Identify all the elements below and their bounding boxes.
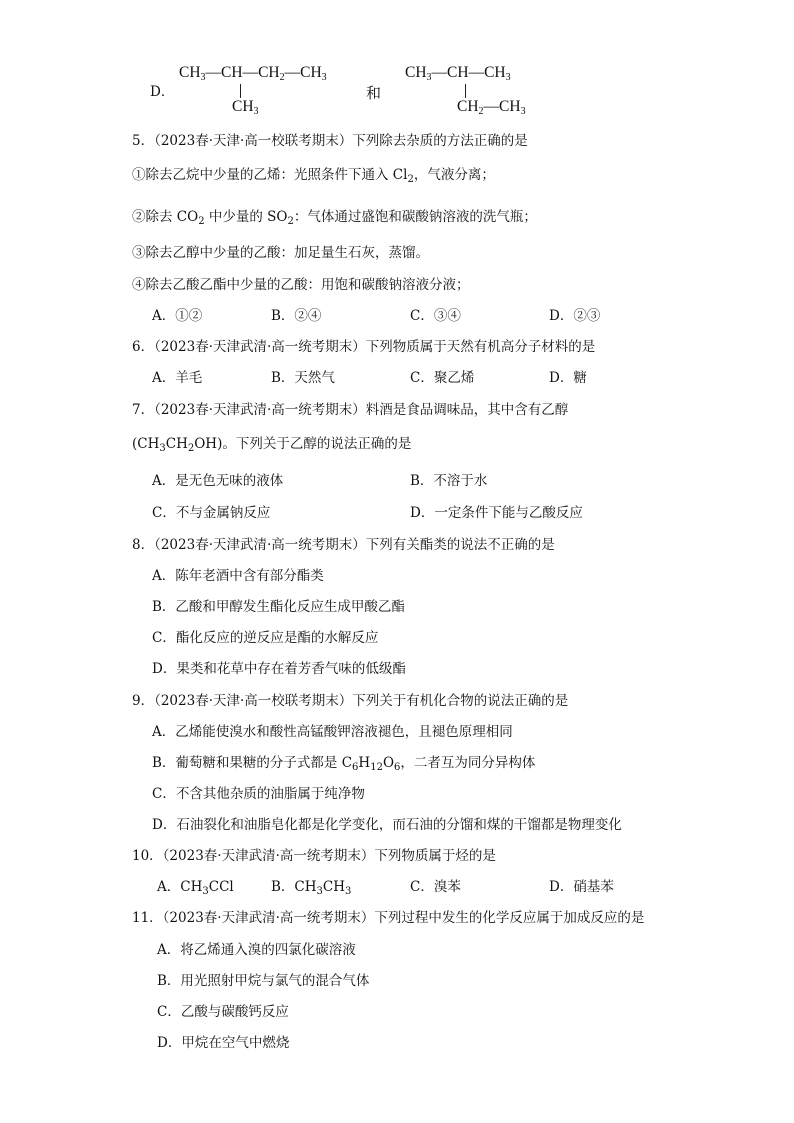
right-mol-branch-sub-b: 3 <box>520 106 526 117</box>
q11-option-d: D．甲烷在空气中燃烧 <box>157 1035 290 1051</box>
right-mol-sub-b: 3 <box>505 72 511 83</box>
right-mol-branch-ch3: —CH <box>483 98 521 115</box>
q5-option-d: D．②③ <box>549 308 601 324</box>
q10-option-a-sub: 3 <box>202 886 209 897</box>
q10-option-a <box>157 877 234 897</box>
right-mol-main-chain <box>405 64 511 82</box>
q10-option-a-text: A．CH <box>157 879 203 895</box>
q5-item-1-text: ①除去乙烷中少量的乙烯：光照条件下通入 Cl <box>132 167 408 183</box>
q5-item-2 <box>132 207 537 227</box>
q5-item-1-sub: 2 <box>407 174 414 185</box>
q8-option-c: C．酯化反应的逆反应是酯的水解反应 <box>152 630 379 646</box>
q9-option-b-sub3: 6 <box>394 762 401 773</box>
right-mol-bond <box>465 84 466 98</box>
q4-connector: 和 <box>366 84 382 102</box>
q9-option-d: D．石油裂化和油脂皂化都是化学变化，而石油的分馏和煤的干馏都是物理变化 <box>152 817 622 833</box>
left-mol-sub-b: 2 <box>279 72 285 83</box>
q8-option-d: D．果类和花草中存在着芳香气味的低级酯 <box>152 661 406 677</box>
q8-stem: 8．（2023春·天津武清·高一统考期末）下列有关酯类的说法不正确的是 <box>132 537 555 553</box>
q8-option-b: B．乙酸和甲醇发生酯化反应生成甲酸乙酯 <box>152 599 405 615</box>
right-mol-ch3-a: CH <box>405 64 427 81</box>
left-mol-branch-ch: CH <box>232 98 254 115</box>
left-mol-ch3-c: —CH <box>284 64 322 81</box>
q11-option-a: A．将乙烯通入溴的四氯化碳溶液 <box>157 942 356 958</box>
left-mol-bond <box>240 84 241 98</box>
q9-stem: 9．（2023春·天津·高一校联考期末）下列关于有机化合物的说法正确的是 <box>132 693 569 709</box>
q7-option-c: C．不与金属钠反应 <box>152 505 271 521</box>
q5-item-1-tail: ，气液分离； <box>413 167 495 183</box>
q9-option-b-tail: ，二者互为同分异构体 <box>400 755 536 771</box>
q10-option-a-tail: CCl <box>208 879 234 895</box>
q10-option-b-sub2: 3 <box>345 886 352 897</box>
right-mol-branch <box>457 98 526 116</box>
q9-option-c: C．不含其他杂质的油脂属于纯净物 <box>152 786 365 802</box>
q10-stem: 10．（2023春·天津武清·高一统考期末）下列物质属于烃的是 <box>132 848 496 864</box>
q5-item-2-mid: 中少量的 SO <box>204 209 288 225</box>
q7-stem: 7．（2023春·天津武清·高一统考期末）料酒是食品调味品，其中含有乙醇 <box>132 402 569 418</box>
q6-option-a: A．羊毛 <box>152 370 203 386</box>
q7-formula-sub2: 2 <box>187 443 195 454</box>
left-mol-branch <box>232 98 259 116</box>
q10-option-c: C．溴苯 <box>410 879 461 895</box>
q9-option-b-sub2: 12 <box>370 762 383 773</box>
q8-option-a: A．陈年老酒中含有部分酯类 <box>152 568 324 584</box>
q7-stem-2 <box>132 434 411 454</box>
q6-stem: 6．（2023春·天津武清·高一统考期末）下列物质属于天然有机高分子材料的是 <box>132 339 596 355</box>
q5-item-1 <box>132 165 495 185</box>
q5-item-2-sub1: 2 <box>198 216 205 227</box>
q9-option-b-sub1: 6 <box>352 762 359 773</box>
left-mol-sub-a: 3 <box>200 72 206 83</box>
q7-formula-b: CH <box>165 436 188 452</box>
left-mol-ch3-a: CH <box>179 64 201 81</box>
q7-option-d: D．一定条件下能与乙酸反应 <box>410 505 583 521</box>
q7-option-a: A．是无色无味的液体 <box>152 473 284 489</box>
q7-option-b: B．不溶于水 <box>410 473 488 489</box>
q6-option-c: C．聚乙烯 <box>410 370 475 386</box>
q5-option-b: B．②④ <box>271 308 322 324</box>
left-mol-sub-c: 3 <box>321 72 327 83</box>
left-mol-ch-ch2: —CH—CH <box>205 64 280 81</box>
q7-formula-sub1: 3 <box>159 443 166 454</box>
q11-option-c: C．乙酸与碳酸钙反应 <box>157 1004 289 1020</box>
left-mol-branch-sub: 3 <box>253 106 259 117</box>
q5-option-a: A．①② <box>152 308 203 324</box>
q10-option-b <box>271 877 351 897</box>
q5-item-2-sub2: 2 <box>287 216 294 227</box>
q7-formula-c: OH)。下列关于乙醇的说法正确的是 <box>194 436 412 452</box>
q5-item-2-tail: ：气体通过盛饱和碳酸钠溶液的洗气瓶； <box>293 209 537 225</box>
q9-option-a: A．乙烯能使溴水和酸性高锰酸钾溶液褪色，且褪色原理相同 <box>152 724 513 740</box>
right-mol-ch-ch3: —CH—CH <box>431 64 506 81</box>
right-mol-branch-sub-a: 2 <box>478 106 484 117</box>
q9-option-b-h: H <box>358 755 371 771</box>
q10-option-b-text: B．CH <box>271 879 317 895</box>
q9-option-b-o: O <box>382 755 395 771</box>
q10-option-d: D．硝基苯 <box>549 879 614 895</box>
q9-option-b <box>152 753 535 773</box>
q6-option-b: B．天然气 <box>271 370 335 386</box>
q4-option-d-label: D． <box>150 84 175 100</box>
q5-stem: 5．（2023春·天津·高一校联考期末）下列除去杂质的方法正确的是 <box>132 133 528 149</box>
q9-option-b-text: B．葡萄糖和果糖的分子式都是 C <box>152 755 353 771</box>
q11-stem: 11．（2023春·天津武清·高一统考期末）下列过程中发生的化学反应属于加成反应的是 <box>132 910 645 926</box>
q5-option-c: C．③④ <box>410 308 461 324</box>
q5-item-3: ③除去乙醇中少量的乙酸：加足量生石灰，蒸馏。 <box>132 245 429 261</box>
q5-item-2-text: ②除去 CO <box>132 209 199 225</box>
q11-option-b: B．用光照射甲烷与氯气的混合气体 <box>157 973 370 989</box>
q10-option-b-mid: CH <box>322 879 346 895</box>
right-mol-sub-a: 3 <box>426 72 432 83</box>
q10-option-b-sub1: 3 <box>316 886 323 897</box>
q7-formula-a: (CH <box>132 436 160 452</box>
right-mol-branch-ch2: CH <box>457 98 479 115</box>
q5-item-4: ④除去乙酸乙酯中少量的乙酸：用饱和碳酸钠溶液分液； <box>132 277 470 293</box>
left-mol-main-chain <box>179 64 327 82</box>
q6-option-d: D．糖 <box>549 370 587 386</box>
